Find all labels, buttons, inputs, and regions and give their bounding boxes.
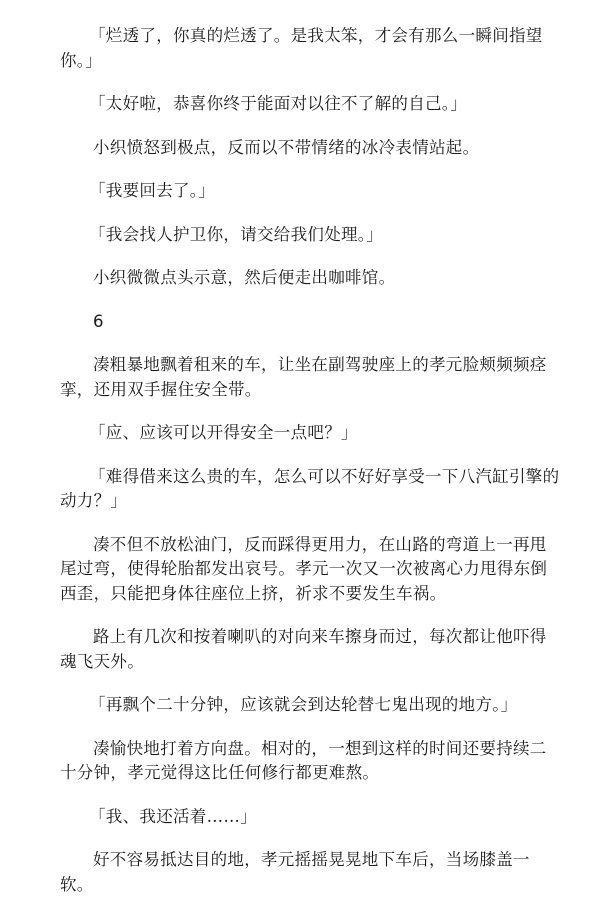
paragraph: 小织微微点头示意，然后便走出咖啡馆。 <box>93 268 396 287</box>
paragraph: 路上有几次和按着喇叭的对向来车擦身而过，每次都让他吓得魂飞天外。 <box>60 627 547 671</box>
paragraph: 「我会找人护卫你，请交给我们处理。」 <box>89 224 384 244</box>
paragraph: 「我、我还活着……」 <box>89 806 257 826</box>
paragraph: 「我要回去了。」 <box>89 181 216 200</box>
paragraph: 凑不但不放松油门，反而踩得更用力，在山路的弯道上一再甩尾过弯，使得轮胎都发出哀号。孝元一次又一次被离心力甩得东倒西歪，只能把身体往座位上挤，祈求不要发生车祸。 <box>60 534 548 603</box>
paragraph: 「再飘个二十分钟，应该就会到达轮替七鬼出现的地方。」 <box>89 695 518 714</box>
paragraph: 好不容易抵达目的地，孝元摇摇晃晃地下车后，当场膝盖一软。 <box>60 850 530 894</box>
paragraph: 「难得借来这么贵的车，怎么可以不好好享受一下八汽缸引擎的动力？」 <box>60 466 560 510</box>
paragraph: 凑愉快地打着方向盘。相对的，一想到这样的时间还要持续二十分钟，孝元觉得这比任何修行都更难熬。 <box>60 738 547 782</box>
section-number: 6 <box>93 311 104 331</box>
paragraph: 「太好啦，恭喜你终于能面对以往不了解的自己。」 <box>89 94 468 113</box>
paragraph: 「烂透了，你真的烂透了。是我太笨，才会有那么一瞬间指望你。」 <box>60 26 543 70</box>
paragraph: 「应、应该可以开得安全一点吧？」 <box>89 423 358 442</box>
paragraph: 凑粗暴地飘着租来的车，让坐在副驾驶座上的孝元脸颊频频痉挛，还用双手握住安全带。 <box>60 355 547 399</box>
document-page <box>60 24 562 916</box>
paragraph: 小织愤怒到极点，反而以不带情绪的冰冷表情站起。 <box>93 137 480 157</box>
